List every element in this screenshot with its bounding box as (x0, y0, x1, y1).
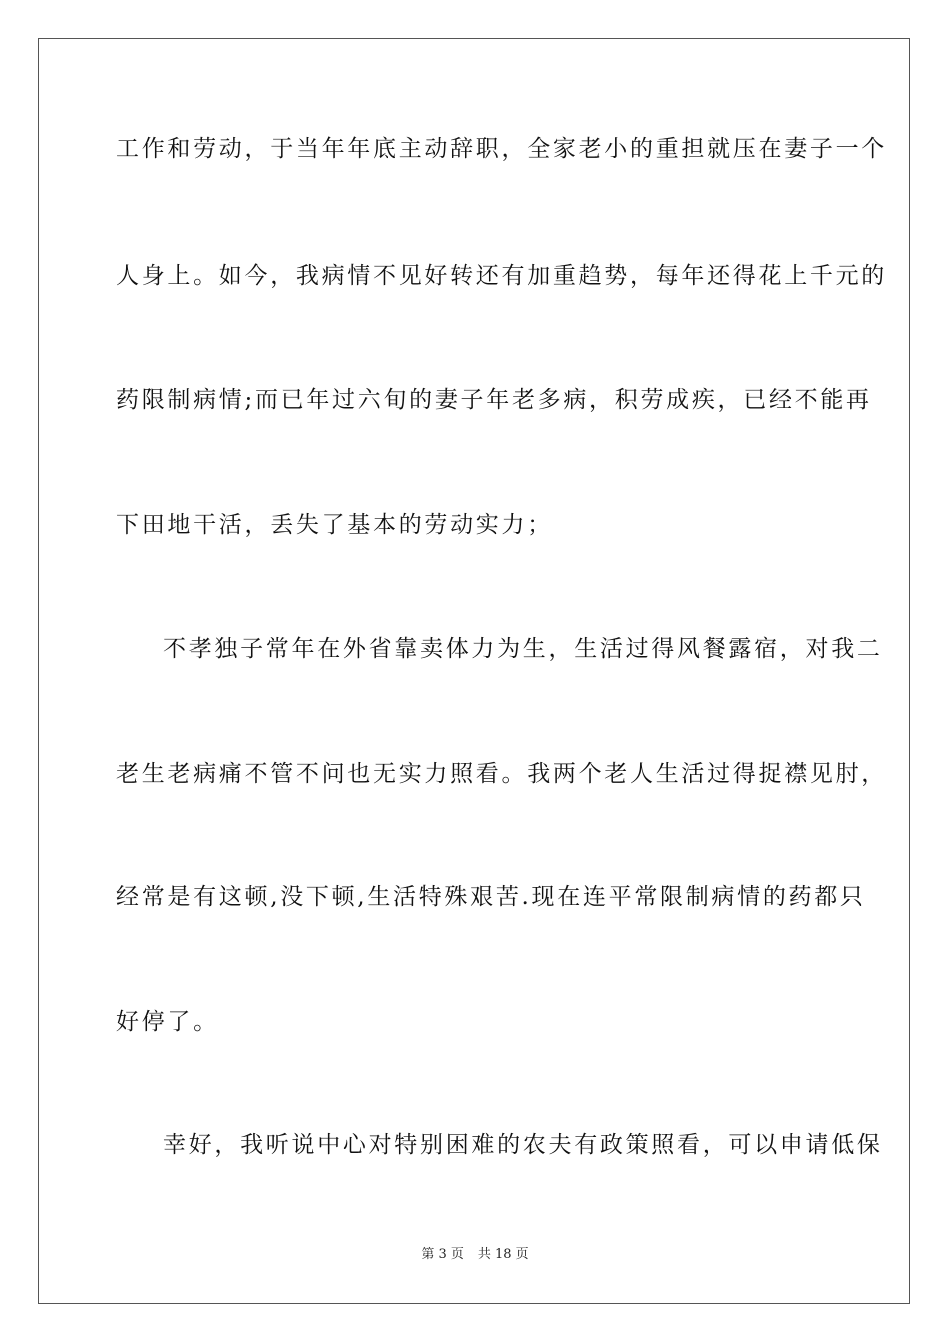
page-border (38, 38, 910, 1304)
body-text-line: 经常是有这顿,没下顿,生活特殊艰苦.现在连平常限制病情的药都只 (116, 884, 866, 910)
body-text-line: 老生老病痛不管不问也无实力照看。我两个老人生活过得捉襟见肘， (116, 761, 887, 787)
page-footer (0, 1247, 950, 1263)
page-number: 第 3 页 (421, 1247, 464, 1262)
body-text-line: 工作和劳动，于当年年底主动辞职，全家老小的重担就压在妻子一个 (116, 136, 887, 162)
body-text-line: 好停了。 (116, 1009, 219, 1035)
page-total: 共 18 页 (477, 1247, 529, 1262)
body-text-line: 幸好，我听说中心对特别困难的农夫有政策照看，可以申请低保 (163, 1132, 883, 1158)
body-text-line: 下田地干活，丢失了基本的劳动实力； (116, 512, 553, 538)
body-text-line: 不孝独子常年在外省靠卖体力为生，生活过得风餐露宿，对我二 (163, 636, 883, 662)
body-text-line: 人身上。如今，我病情不见好转还有加重趋势，每年还得花上千元的 (116, 263, 887, 289)
body-text-line: 药限制病情;而已年过六旬的妻子年老多病，积劳成疾，已经不能再 (116, 387, 872, 413)
